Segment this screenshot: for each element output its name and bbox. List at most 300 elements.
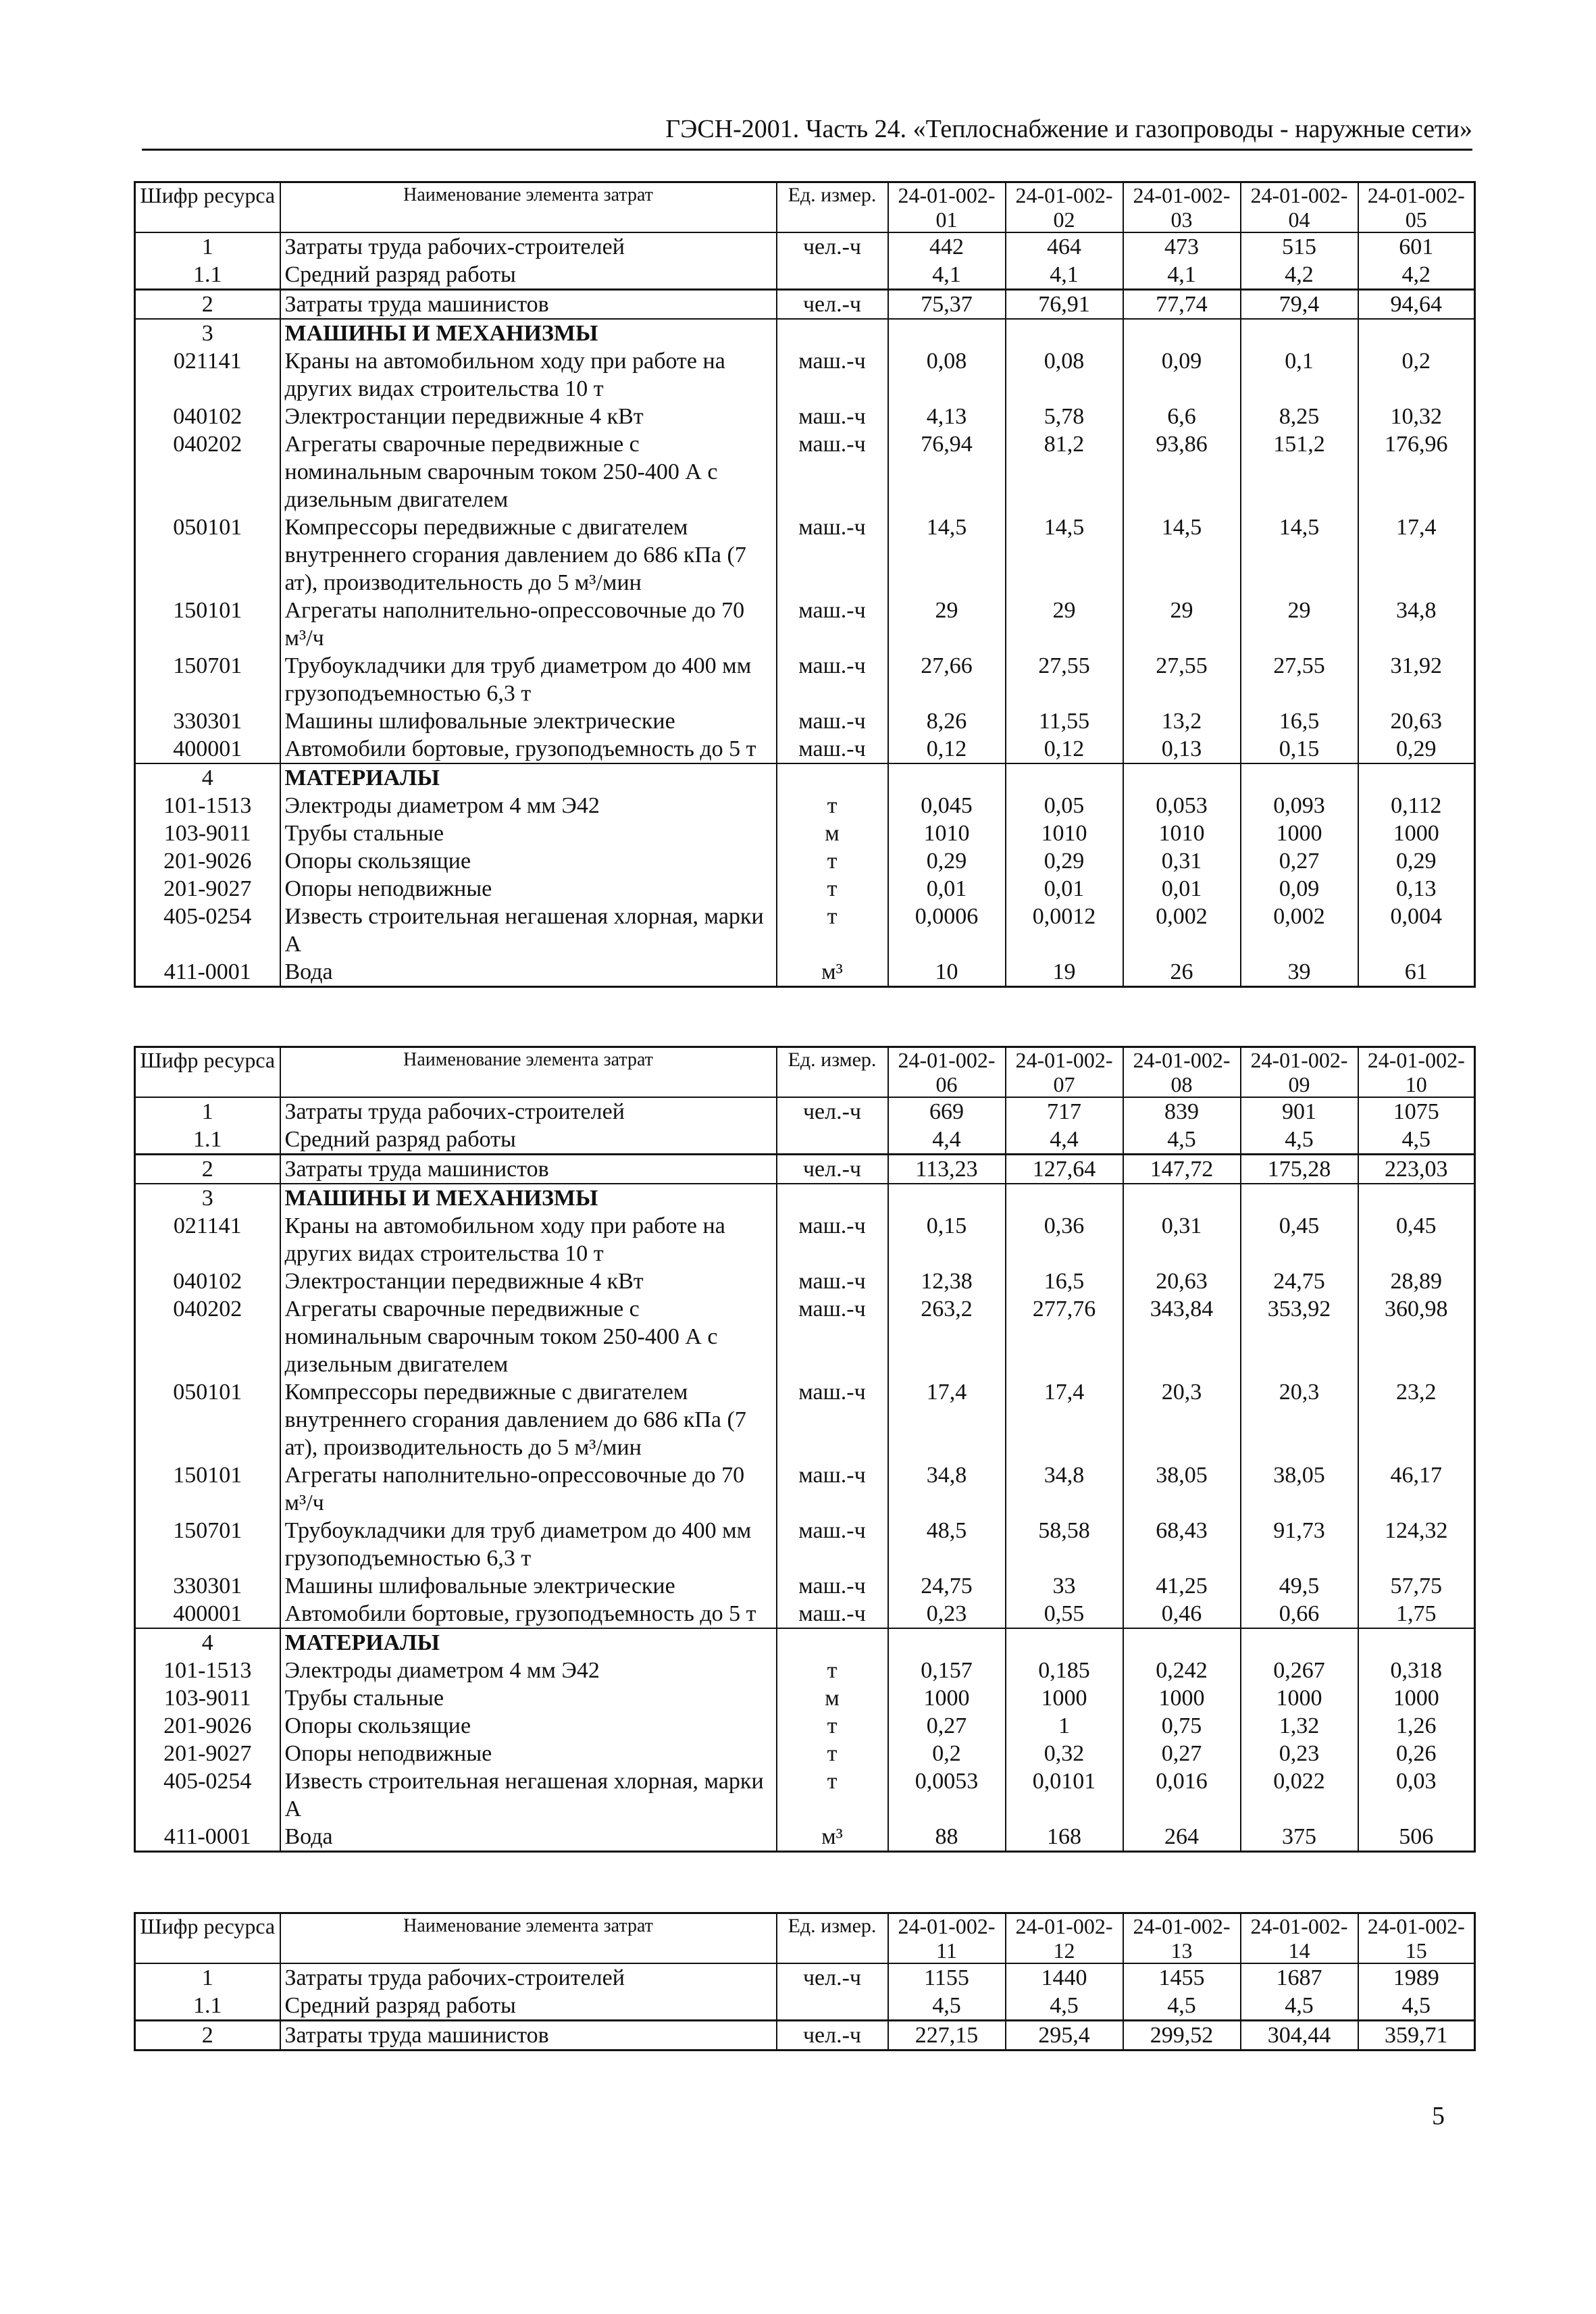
cell-value: 601 bbox=[1358, 232, 1475, 261]
cell-resource-code: 101-1513 bbox=[135, 1657, 280, 1684]
cell-unit: маш.-ч bbox=[777, 430, 888, 513]
table-row bbox=[135, 875, 1475, 903]
cell-unit: чел.-ч bbox=[777, 232, 888, 261]
cell-value: 227,15 bbox=[888, 2021, 1006, 2051]
cell-unit: т bbox=[777, 1657, 888, 1684]
cell-value bbox=[1358, 763, 1475, 792]
cell-value: 175,28 bbox=[1241, 1155, 1358, 1184]
cell-resource-code: 040102 bbox=[135, 403, 280, 430]
cell-value: 0,1 bbox=[1241, 347, 1358, 403]
cell-unit: чел.-ч bbox=[777, 1963, 888, 1992]
column-header-name: Наименование элемента затрат bbox=[280, 1047, 777, 1098]
cell-unit: маш.-ч bbox=[777, 1378, 888, 1461]
cell-resource-code: 201-9026 bbox=[135, 1712, 280, 1740]
cell-value: 0,13 bbox=[1123, 735, 1241, 763]
cell-cost-element: Агрегаты наполнительно-опрессовочные до 70 м³/ч bbox=[280, 1461, 777, 1517]
cell-resource-code: 150101 bbox=[135, 597, 280, 652]
cell-resource-code: 405-0254 bbox=[135, 903, 280, 958]
cell-value: 0,45 bbox=[1241, 1212, 1358, 1267]
cell-value: 38,05 bbox=[1241, 1461, 1358, 1517]
cell-unit: т bbox=[777, 792, 888, 820]
table-row bbox=[135, 1823, 1475, 1852]
cell-resource-code: 2 bbox=[135, 290, 280, 320]
cell-value: 34,8 bbox=[888, 1461, 1006, 1517]
cell-value: 0,093 bbox=[1241, 792, 1358, 820]
cell-cost-element: Затраты труда рабочих-строителей bbox=[280, 232, 777, 261]
column-header-name: Наименование элемента затрат bbox=[280, 1913, 777, 1964]
cell-value: 1010 bbox=[1006, 820, 1123, 847]
table-row bbox=[135, 1628, 1475, 1657]
table-row bbox=[135, 1461, 1475, 1517]
table-row bbox=[135, 2021, 1475, 2051]
cell-value: 0,23 bbox=[888, 1600, 1006, 1628]
cell-value: 1000 bbox=[1241, 1684, 1358, 1712]
table-row bbox=[135, 1378, 1475, 1461]
cell-value: 1155 bbox=[888, 1963, 1006, 1992]
column-header-norm: 24-01-002-10 bbox=[1358, 1047, 1475, 1098]
cell-unit: м³ bbox=[777, 958, 888, 987]
cell-value: 1,26 bbox=[1358, 1712, 1475, 1740]
column-header-norm: 24-01-002-04 bbox=[1241, 182, 1358, 233]
cell-unit: маш.-ч bbox=[777, 1267, 888, 1295]
cell-value bbox=[1123, 319, 1241, 347]
column-header-unit: Ед. измер. bbox=[777, 1913, 888, 1964]
cell-cost-element: Агрегаты наполнительно-опрессовочные до 70 м³/ч bbox=[280, 597, 777, 652]
cell-unit: т bbox=[777, 903, 888, 958]
column-header-norm: 24-01-002-07 bbox=[1006, 1047, 1123, 1098]
cell-value: 0,0053 bbox=[888, 1767, 1006, 1823]
cell-value: 299,52 bbox=[1123, 2021, 1241, 2051]
cell-value: 34,8 bbox=[1006, 1461, 1123, 1517]
cell-value: 839 bbox=[1123, 1097, 1241, 1126]
cell-unit: м bbox=[777, 1684, 888, 1712]
cell-value: 75,37 bbox=[888, 290, 1006, 320]
cell-cost-element: Машины шлифовальные электрические bbox=[280, 707, 777, 735]
cell-value: 46,17 bbox=[1358, 1461, 1475, 1517]
table-header-row bbox=[135, 182, 1475, 233]
cell-resource-code: 150701 bbox=[135, 652, 280, 707]
table-row bbox=[135, 347, 1475, 403]
cell-cost-element: Трубоукладчики для труб диаметром до 400 мм грузоподъемностью 6,3 т bbox=[280, 652, 777, 707]
cell-value: 669 bbox=[888, 1097, 1006, 1126]
cell-value: 0,09 bbox=[1241, 875, 1358, 903]
cell-value: 6,6 bbox=[1123, 403, 1241, 430]
cell-cost-element: Агрегаты сварочные передвижные с номинальным сварочным током 250-400 А с дизельным двигателем bbox=[280, 430, 777, 513]
cell-cost-element: Трубоукладчики для труб диаметром до 400 мм грузоподъемностью 6,3 т bbox=[280, 1517, 777, 1572]
cell-resource-code: 1.1 bbox=[135, 1992, 280, 2021]
cell-value: 0,242 bbox=[1123, 1657, 1241, 1684]
table-row bbox=[135, 513, 1475, 597]
cell-value: 26 bbox=[1123, 958, 1241, 987]
cell-cost-element: МАШИНЫ И МЕХАНИЗМЫ bbox=[280, 319, 777, 347]
cell-value: 1010 bbox=[1123, 820, 1241, 847]
cell-resource-code: 201-9027 bbox=[135, 875, 280, 903]
cell-resource-code: 2 bbox=[135, 1155, 280, 1184]
cell-value: 1000 bbox=[888, 1684, 1006, 1712]
table-row bbox=[135, 261, 1475, 290]
cell-cost-element: Агрегаты сварочные передвижные с номинальным сварочным током 250-400 А с дизельным двигателем bbox=[280, 1295, 777, 1378]
table-row bbox=[135, 735, 1475, 763]
cell-value: 0,15 bbox=[1241, 735, 1358, 763]
cell-value: 277,76 bbox=[1006, 1295, 1123, 1378]
cell-resource-code: 330301 bbox=[135, 1572, 280, 1600]
cell-resource-code: 400001 bbox=[135, 735, 280, 763]
table-row bbox=[135, 430, 1475, 513]
cell-resource-code: 405-0254 bbox=[135, 1767, 280, 1823]
cell-value: 0,112 bbox=[1358, 792, 1475, 820]
cell-value: 17,4 bbox=[888, 1378, 1006, 1461]
cell-value: 0,0006 bbox=[888, 903, 1006, 958]
cell-value bbox=[888, 1184, 1006, 1212]
cell-value: 20,63 bbox=[1358, 707, 1475, 735]
cell-value: 4,1 bbox=[888, 261, 1006, 290]
cell-cost-element: Известь строительная негашеная хлорная, марки А bbox=[280, 903, 777, 958]
cell-value: 0,08 bbox=[1006, 347, 1123, 403]
cell-value: 1 bbox=[1006, 1712, 1123, 1740]
column-header-norm: 24-01-002-15 bbox=[1358, 1913, 1475, 1964]
cell-unit: т bbox=[777, 1740, 888, 1767]
cell-value: 4,5 bbox=[1123, 1992, 1241, 2021]
cell-cost-element: Трубы стальные bbox=[280, 820, 777, 847]
cell-resource-code: 4 bbox=[135, 1628, 280, 1657]
cell-unit: маш.-ч bbox=[777, 1600, 888, 1628]
cell-value: 29 bbox=[1241, 597, 1358, 652]
cell-cost-element: Краны на автомобильном ходу при работе на других видах строительства 10 т bbox=[280, 1212, 777, 1267]
cell-value: 94,64 bbox=[1358, 290, 1475, 320]
column-header-code: Шифр ресурса bbox=[135, 1913, 280, 1964]
cell-cost-element: Опоры неподвижные bbox=[280, 875, 777, 903]
cell-value: 223,03 bbox=[1358, 1155, 1475, 1184]
column-header-unit: Ед. измер. bbox=[777, 1047, 888, 1098]
cell-value: 4,5 bbox=[1241, 1992, 1358, 2021]
cell-value: 0,12 bbox=[1006, 735, 1123, 763]
table-row bbox=[135, 1126, 1475, 1155]
cell-value: 151,2 bbox=[1241, 430, 1358, 513]
cell-resource-code: 103-9011 bbox=[135, 1684, 280, 1712]
cell-cost-element: Краны на автомобильном ходу при работе на других видах строительства 10 т bbox=[280, 347, 777, 403]
cell-value: 0,13 bbox=[1358, 875, 1475, 903]
cell-unit: маш.-ч bbox=[777, 1212, 888, 1267]
cell-value: 4,5 bbox=[1358, 1992, 1475, 2021]
table-row bbox=[135, 1712, 1475, 1740]
page-header: ГЭСН-2001. Часть 24. «Теплоснабжение и газопроводы - наружные сети» bbox=[142, 114, 1472, 151]
cell-value bbox=[1241, 1628, 1358, 1657]
cell-value: 1000 bbox=[1123, 1684, 1241, 1712]
table-row bbox=[135, 597, 1475, 652]
cell-value: 442 bbox=[888, 232, 1006, 261]
cell-value: 0,32 bbox=[1006, 1740, 1123, 1767]
cell-value: 8,26 bbox=[888, 707, 1006, 735]
column-header-unit: Ед. измер. bbox=[777, 182, 888, 233]
cell-value: 17,4 bbox=[1006, 1378, 1123, 1461]
cell-value: 113,23 bbox=[888, 1155, 1006, 1184]
cell-value: 4,1 bbox=[1006, 261, 1123, 290]
cell-value: 8,25 bbox=[1241, 403, 1358, 430]
cell-value: 0,053 bbox=[1123, 792, 1241, 820]
cell-value: 81,2 bbox=[1006, 430, 1123, 513]
cell-value: 49,5 bbox=[1241, 1572, 1358, 1600]
cell-value: 0,01 bbox=[1123, 875, 1241, 903]
cell-unit: маш.-ч bbox=[777, 652, 888, 707]
cell-unit: маш.-ч bbox=[777, 347, 888, 403]
cell-value: 0,36 bbox=[1006, 1212, 1123, 1267]
cell-value bbox=[1006, 763, 1123, 792]
cell-cost-element: Средний разряд работы bbox=[280, 1992, 777, 2021]
cell-value: 304,44 bbox=[1241, 2021, 1358, 2051]
cell-value: 4,2 bbox=[1358, 261, 1475, 290]
table-row bbox=[135, 1572, 1475, 1600]
cell-value: 0,267 bbox=[1241, 1657, 1358, 1684]
cell-value: 93,86 bbox=[1123, 430, 1241, 513]
cell-value: 5,78 bbox=[1006, 403, 1123, 430]
cell-value: 1000 bbox=[1358, 1684, 1475, 1712]
cell-value: 58,58 bbox=[1006, 1517, 1123, 1572]
cell-value: 0,31 bbox=[1123, 1212, 1241, 1267]
cell-resource-code: 1 bbox=[135, 1097, 280, 1126]
cell-cost-element: Опоры скользящие bbox=[280, 1712, 777, 1740]
cell-value: 38,05 bbox=[1123, 1461, 1241, 1517]
cell-value: 39 bbox=[1241, 958, 1358, 987]
cell-unit: чел.-ч bbox=[777, 1155, 888, 1184]
cell-value: 4,5 bbox=[1241, 1126, 1358, 1155]
cell-value: 464 bbox=[1006, 232, 1123, 261]
cell-unit: т bbox=[777, 1712, 888, 1740]
table-row bbox=[135, 1184, 1475, 1212]
cell-value bbox=[1358, 1628, 1475, 1657]
cell-value: 10,32 bbox=[1358, 403, 1475, 430]
cell-value: 0,05 bbox=[1006, 792, 1123, 820]
cell-unit bbox=[777, 319, 888, 347]
cell-value bbox=[1123, 1184, 1241, 1212]
cell-value: 14,5 bbox=[1006, 513, 1123, 597]
cell-value: 0,09 bbox=[1123, 347, 1241, 403]
cell-value: 0,29 bbox=[1006, 847, 1123, 875]
cell-value bbox=[888, 763, 1006, 792]
cell-value: 0,2 bbox=[888, 1740, 1006, 1767]
cell-value: 343,84 bbox=[1123, 1295, 1241, 1378]
cell-value: 28,89 bbox=[1358, 1267, 1475, 1295]
norm-table bbox=[134, 1912, 1476, 2051]
cell-value: 41,25 bbox=[1123, 1572, 1241, 1600]
cell-resource-code: 201-9026 bbox=[135, 847, 280, 875]
cell-value: 0,26 bbox=[1358, 1740, 1475, 1767]
cell-value: 16,5 bbox=[1241, 707, 1358, 735]
cell-value: 31,92 bbox=[1358, 652, 1475, 707]
table-row bbox=[135, 403, 1475, 430]
column-header-norm: 24-01-002-09 bbox=[1241, 1047, 1358, 1098]
table-row bbox=[135, 652, 1475, 707]
table-row bbox=[135, 1767, 1475, 1823]
cell-unit: маш.-ч bbox=[777, 1517, 888, 1572]
cell-value bbox=[1006, 1628, 1123, 1657]
cell-unit bbox=[777, 1992, 888, 2021]
cell-value: 29 bbox=[1123, 597, 1241, 652]
cell-value: 14,5 bbox=[1241, 513, 1358, 597]
cell-value: 0,27 bbox=[1123, 1740, 1241, 1767]
cell-value: 1000 bbox=[1241, 820, 1358, 847]
cell-unit: т bbox=[777, 847, 888, 875]
cell-value: 76,94 bbox=[888, 430, 1006, 513]
cell-value: 0,45 bbox=[1358, 1212, 1475, 1267]
cell-value: 0,157 bbox=[888, 1657, 1006, 1684]
cell-value: 4,4 bbox=[888, 1126, 1006, 1155]
cell-cost-element: МАТЕРИАЛЫ bbox=[280, 1628, 777, 1657]
cell-value: 0,31 bbox=[1123, 847, 1241, 875]
cell-value: 88 bbox=[888, 1823, 1006, 1852]
cell-resource-code: 040102 bbox=[135, 1267, 280, 1295]
cell-value bbox=[1358, 319, 1475, 347]
cell-unit bbox=[777, 1184, 888, 1212]
cell-value: 1075 bbox=[1358, 1097, 1475, 1126]
cell-value: 1687 bbox=[1241, 1963, 1358, 1992]
cell-value: 0,185 bbox=[1006, 1657, 1123, 1684]
norm-table bbox=[134, 181, 1476, 988]
table-row bbox=[135, 319, 1475, 347]
cell-value: 4,2 bbox=[1241, 261, 1358, 290]
cell-value: 1000 bbox=[1006, 1684, 1123, 1712]
cell-resource-code: 050101 bbox=[135, 513, 280, 597]
cell-value: 124,32 bbox=[1358, 1517, 1475, 1572]
cell-resource-code: 1 bbox=[135, 1963, 280, 1992]
table-row bbox=[135, 1212, 1475, 1267]
cell-value: 506 bbox=[1358, 1823, 1475, 1852]
cell-value: 17,4 bbox=[1358, 513, 1475, 597]
cell-unit: чел.-ч bbox=[777, 290, 888, 320]
cell-value: 19 bbox=[1006, 958, 1123, 987]
cell-value: 1440 bbox=[1006, 1963, 1123, 1992]
cell-unit: маш.-ч bbox=[777, 513, 888, 597]
cell-value: 0,23 bbox=[1241, 1740, 1358, 1767]
cell-cost-element: Опоры неподвижные bbox=[280, 1740, 777, 1767]
page-number: 5 bbox=[1432, 2102, 1445, 2130]
cell-value: 24,75 bbox=[1241, 1267, 1358, 1295]
cell-value: 1,32 bbox=[1241, 1712, 1358, 1740]
cell-resource-code: 1.1 bbox=[135, 261, 280, 290]
cell-value: 27,66 bbox=[888, 652, 1006, 707]
cell-unit: чел.-ч bbox=[777, 1097, 888, 1126]
column-header-norm: 24-01-002-08 bbox=[1123, 1047, 1241, 1098]
cell-value: 79,4 bbox=[1241, 290, 1358, 320]
cell-resource-code: 201-9027 bbox=[135, 1740, 280, 1767]
cell-unit: чел.-ч bbox=[777, 2021, 888, 2051]
cell-resource-code: 3 bbox=[135, 319, 280, 347]
cell-value: 0,0101 bbox=[1006, 1767, 1123, 1823]
cell-value bbox=[1358, 1184, 1475, 1212]
table-row bbox=[135, 903, 1475, 958]
cell-value: 11,55 bbox=[1006, 707, 1123, 735]
cell-value: 0,08 bbox=[888, 347, 1006, 403]
cell-value bbox=[1006, 319, 1123, 347]
cell-value: 176,96 bbox=[1358, 430, 1475, 513]
cell-value bbox=[888, 319, 1006, 347]
cell-value: 473 bbox=[1123, 232, 1241, 261]
cell-value: 14,5 bbox=[888, 513, 1006, 597]
cell-cost-element: Вода bbox=[280, 958, 777, 987]
cell-value: 20,3 bbox=[1241, 1378, 1358, 1461]
cell-value: 0,002 bbox=[1241, 903, 1358, 958]
cell-cost-element: Электростанции передвижные 4 кВт bbox=[280, 403, 777, 430]
column-header-norm: 24-01-002-03 bbox=[1123, 182, 1241, 233]
cell-value: 4,5 bbox=[1006, 1992, 1123, 2021]
cell-value: 0,75 bbox=[1123, 1712, 1241, 1740]
table-row bbox=[135, 232, 1475, 261]
cell-value: 16,5 bbox=[1006, 1267, 1123, 1295]
cell-value: 264 bbox=[1123, 1823, 1241, 1852]
norm-table bbox=[134, 1046, 1476, 1853]
table-row bbox=[135, 707, 1475, 735]
cell-unit bbox=[777, 261, 888, 290]
cell-value: 0,004 bbox=[1358, 903, 1475, 958]
cell-unit: маш.-ч bbox=[777, 707, 888, 735]
cell-unit: маш.-ч bbox=[777, 1572, 888, 1600]
column-header-code: Шифр ресурса bbox=[135, 1047, 280, 1098]
table-row bbox=[135, 1963, 1475, 1992]
cell-value: 4,13 bbox=[888, 403, 1006, 430]
cell-value: 1,75 bbox=[1358, 1600, 1475, 1628]
table-row bbox=[135, 1740, 1475, 1767]
cell-resource-code: 400001 bbox=[135, 1600, 280, 1628]
cell-value: 4,5 bbox=[1358, 1126, 1475, 1155]
cell-cost-element: Затраты труда машинистов bbox=[280, 290, 777, 320]
cell-value: 4,5 bbox=[888, 1992, 1006, 2021]
cell-cost-element: Средний разряд работы bbox=[280, 261, 777, 290]
cell-resource-code: 150701 bbox=[135, 1517, 280, 1572]
table-row bbox=[135, 1097, 1475, 1126]
column-header-norm: 24-01-002-14 bbox=[1241, 1913, 1358, 1964]
cell-value: 4,5 bbox=[1123, 1126, 1241, 1155]
cell-value: 1455 bbox=[1123, 1963, 1241, 1992]
table-row bbox=[135, 1657, 1475, 1684]
cell-value: 1010 bbox=[888, 820, 1006, 847]
cell-value: 0,15 bbox=[888, 1212, 1006, 1267]
cell-resource-code: 1.1 bbox=[135, 1126, 280, 1155]
cell-value: 515 bbox=[1241, 232, 1358, 261]
cell-unit: маш.-ч bbox=[777, 403, 888, 430]
cell-value: 0,03 bbox=[1358, 1767, 1475, 1823]
cell-value: 0,66 bbox=[1241, 1600, 1358, 1628]
cell-cost-element: МАШИНЫ И МЕХАНИЗМЫ bbox=[280, 1184, 777, 1212]
table-row bbox=[135, 958, 1475, 987]
table-row bbox=[135, 1517, 1475, 1572]
table-row bbox=[135, 763, 1475, 792]
cell-unit: маш.-ч bbox=[777, 1295, 888, 1378]
cell-cost-element: Вода bbox=[280, 1823, 777, 1852]
cell-unit: т bbox=[777, 1767, 888, 1823]
column-header-norm: 24-01-002-13 bbox=[1123, 1913, 1241, 1964]
table-row bbox=[135, 290, 1475, 320]
cell-value: 33 bbox=[1006, 1572, 1123, 1600]
cell-value: 0,045 bbox=[888, 792, 1006, 820]
cell-value: 0,2 bbox=[1358, 347, 1475, 403]
column-header-norm: 24-01-002-01 bbox=[888, 182, 1006, 233]
table-row bbox=[135, 1155, 1475, 1184]
cell-value: 0,29 bbox=[888, 847, 1006, 875]
cell-cost-element: Опоры скользящие bbox=[280, 847, 777, 875]
cell-unit: маш.-ч bbox=[777, 735, 888, 763]
cell-resource-code: 103-9011 bbox=[135, 820, 280, 847]
cell-cost-element: Автомобили бортовые, грузоподъемность до 5 т bbox=[280, 1600, 777, 1628]
cell-resource-code: 4 bbox=[135, 763, 280, 792]
cell-cost-element: Затраты труда рабочих-строителей bbox=[280, 1963, 777, 1992]
table-row bbox=[135, 847, 1475, 875]
cell-cost-element: Известь строительная негашеная хлорная, марки А bbox=[280, 1767, 777, 1823]
cell-value: 0,016 bbox=[1123, 1767, 1241, 1823]
cell-value: 0,0012 bbox=[1006, 903, 1123, 958]
table-row bbox=[135, 820, 1475, 847]
table-header-row bbox=[135, 1047, 1475, 1098]
cell-resource-code: 150101 bbox=[135, 1461, 280, 1517]
cell-value: 0,46 bbox=[1123, 1600, 1241, 1628]
